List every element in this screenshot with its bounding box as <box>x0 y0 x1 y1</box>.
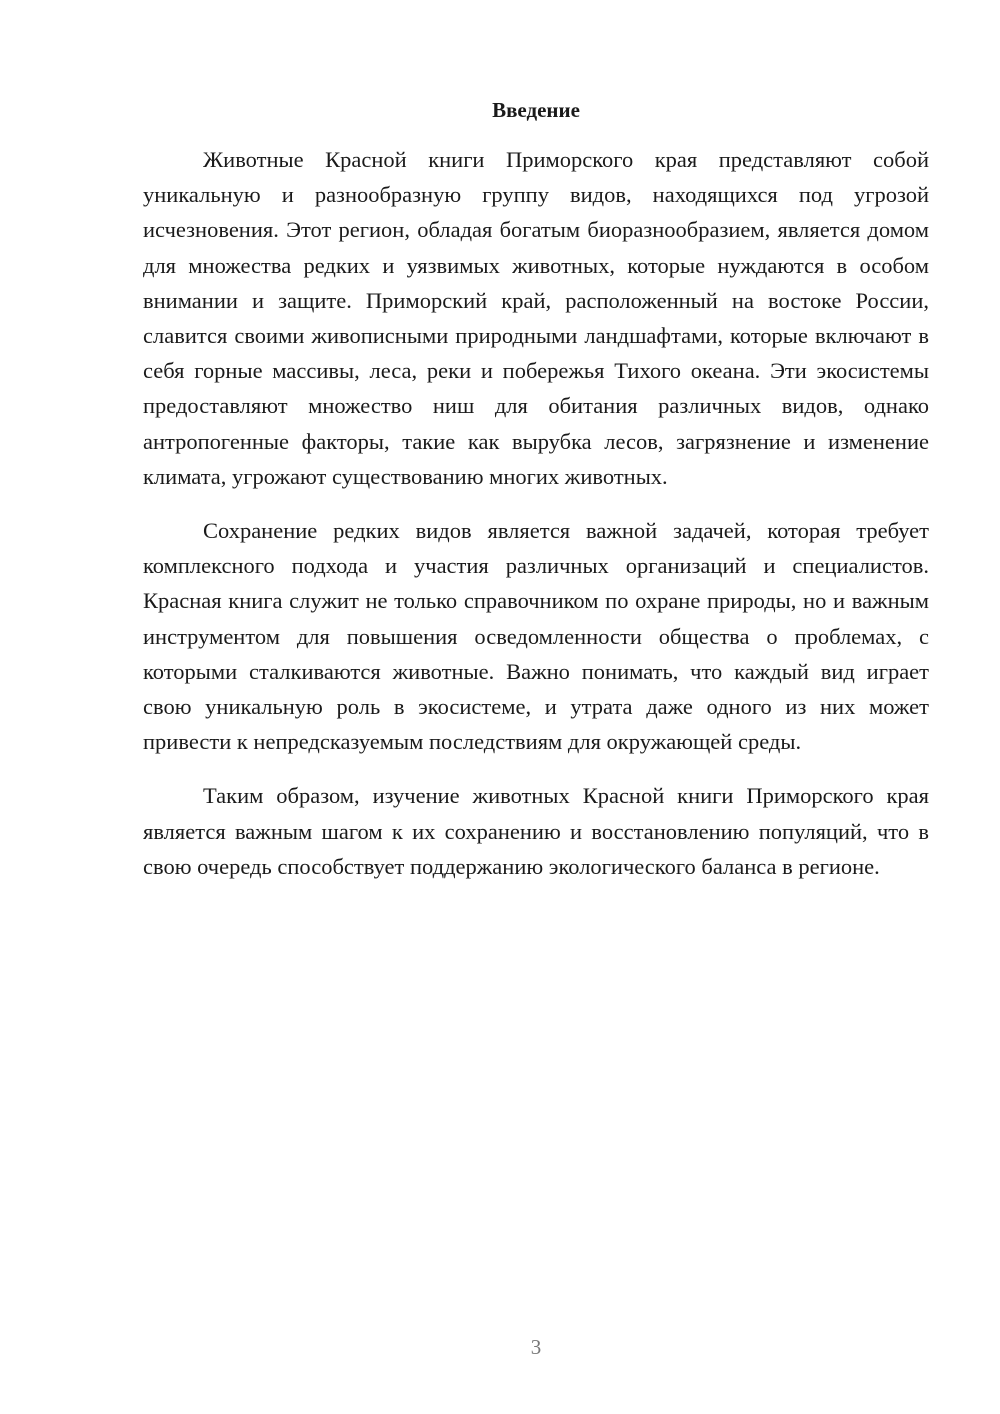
paragraph-3: Таким образом, изучение животных Красной книги Приморского края является важным шагом к их сохранению и восстановлению популяций, что в свою очередь способствует поддержанию экологического баланса в регионе. <box>143 783 929 879</box>
document-body <box>143 142 929 903</box>
page-number: 3 <box>530 1335 542 1359</box>
paragraph-1: Животные Красной книги Приморского края представляют собой уникальную и разнообразную группу видов, находящихся под угрозой исчезновения. Этот регион, обладая богатым биоразнообразием, является домом для множества редких и уязвимых животных, которые нуждаются в особом внимании и защите. Приморский край, расположенный на востоке России, славится своими живописными природными ландшафтами, которые включают в себя горные массивы, леса, реки и побережья Тихого океана. Эти экосистемы предоставляют множество ниш для обитания различных видов, однако антропогенные факторы, такие как вырубка лесов, загрязнение и изменение климата, угрожают существованию многих животных. <box>143 147 929 489</box>
paragraph-2: Сохранение редких видов является важной задачей, которая требует комплексного подхода и участия различных организаций и специалистов. Красная книга служит не только справочником по охране природы, но и важным инструментом для повышения осведомленности общества о проблемах, с которыми сталкиваются животные. Важно понимать, что каждый вид играет свою уникальную роль в экосистеме, и утрата даже одного из них может привести к непредсказуемым последствиям для окружающей среды. <box>143 518 929 755</box>
section-title: Введение <box>492 98 580 122</box>
